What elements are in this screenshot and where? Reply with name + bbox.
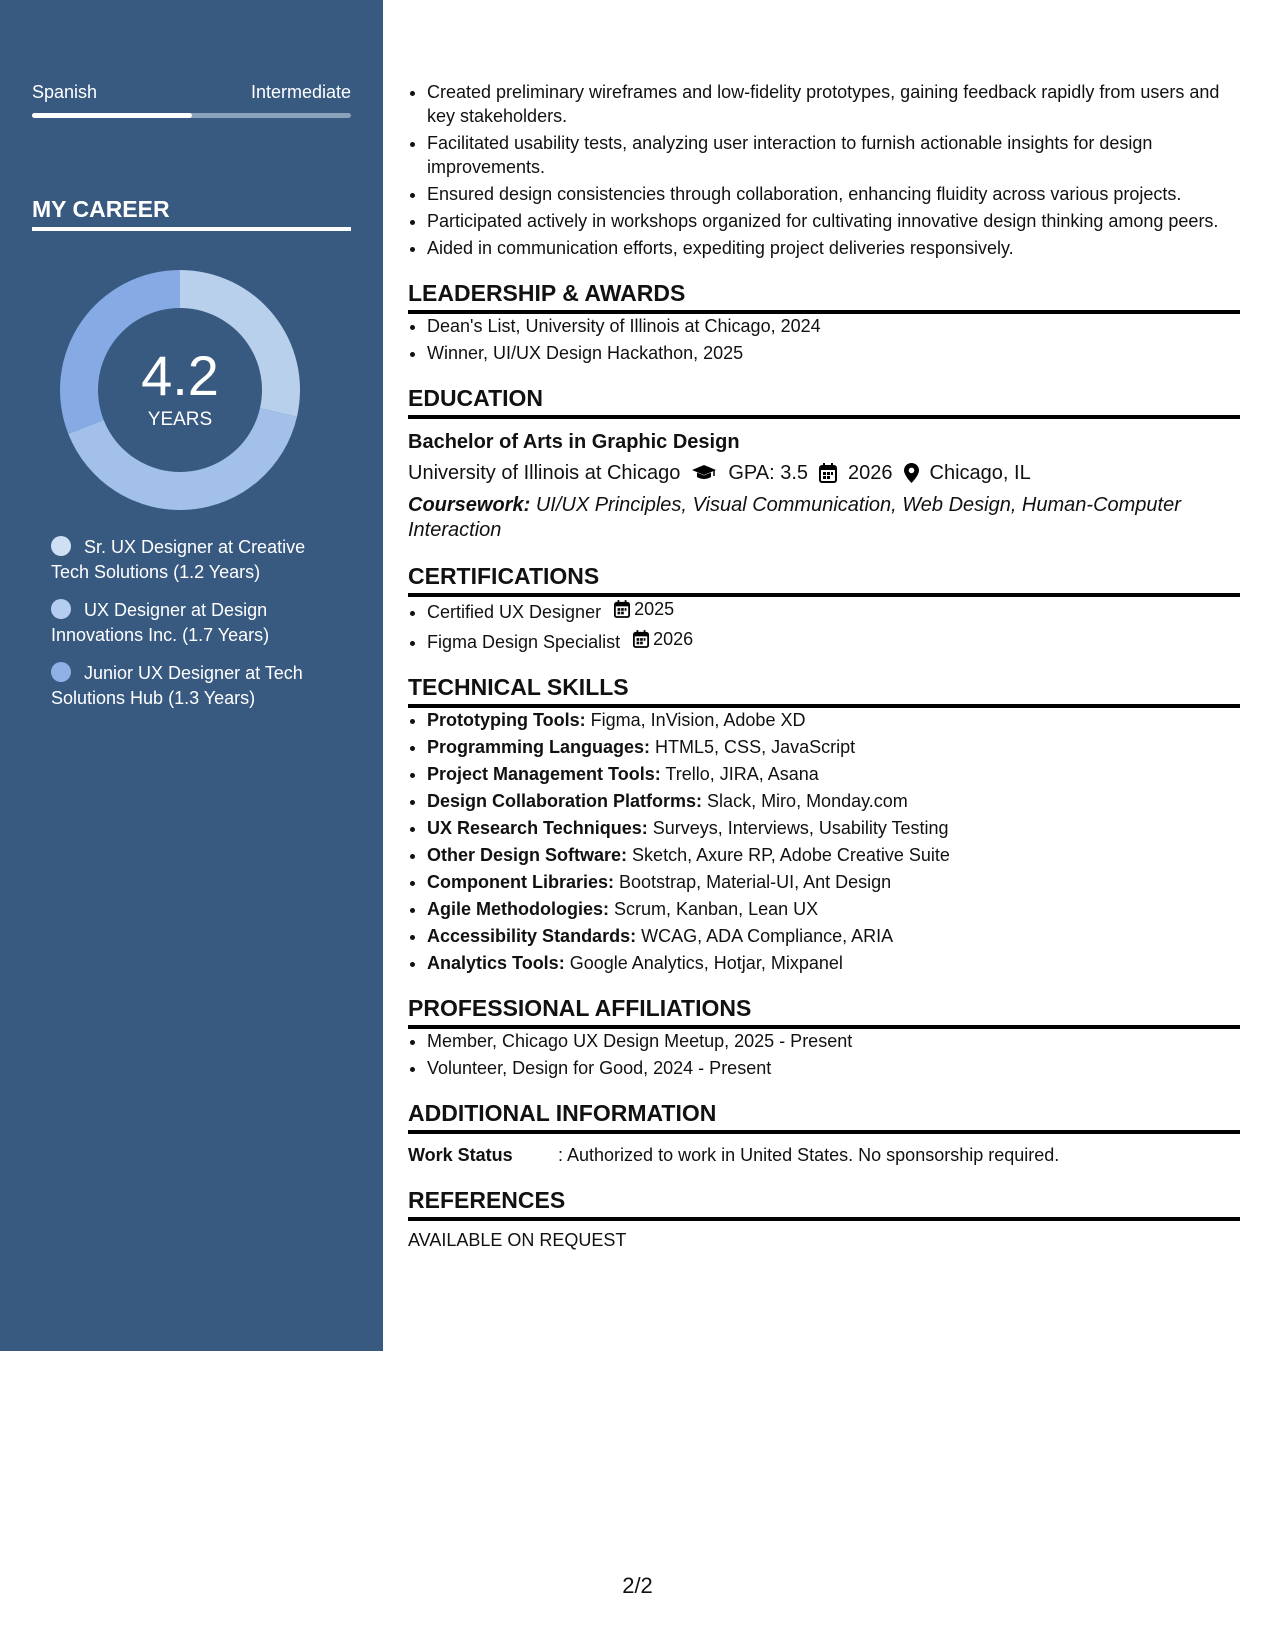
career-list bbox=[51, 535, 331, 724]
certification-item bbox=[427, 597, 1240, 624]
education-location: Chicago, IL bbox=[929, 462, 1031, 484]
leadership-list bbox=[408, 314, 1240, 365]
location-pin-icon bbox=[904, 463, 919, 483]
certifications-list bbox=[408, 597, 1240, 654]
coursework-label: Coursework: bbox=[408, 494, 531, 516]
coursework-text: UI/UX Principles, Visual Communication, Web Design, Human-Computer Interaction bbox=[408, 494, 1181, 541]
certification-item bbox=[427, 627, 1240, 654]
skill-label: UX Research Techniques: bbox=[427, 818, 648, 838]
certification-year-group bbox=[614, 597, 674, 621]
gpa: GPA: 3.5 bbox=[728, 462, 809, 484]
affiliation-item: • Volunteer, Design for Good, 2024 - Present bbox=[427, 1056, 1240, 1080]
skill-value: Google Analytics, Hotjar, Mixpanel bbox=[569, 953, 843, 973]
language-proficiency-bar bbox=[32, 113, 351, 118]
skill-item bbox=[427, 924, 1240, 948]
career-item-label: UX Designer at Design Innovations Inc. (1.7 Years) bbox=[51, 600, 270, 645]
page-number: 2/2 bbox=[622, 1573, 653, 1598]
language-row bbox=[32, 82, 351, 103]
sidebar bbox=[0, 0, 383, 1351]
skill-label: Agile Methodologies: bbox=[427, 899, 609, 919]
degree-name: Bachelor of Arts in Graphic Design bbox=[408, 431, 740, 453]
leadership-title: LEADERSHIP & AWARDS bbox=[408, 280, 1240, 314]
references-title: REFERENCES bbox=[408, 1187, 1240, 1221]
experience-bullet: • Facilitated usability tests, analyzing user interaction to furnish actionable insights for design improvements. bbox=[427, 131, 1240, 179]
experience-bullet: • Aided in communication efforts, expediting project deliveries responsively. bbox=[427, 236, 1240, 260]
career-total-unit: YEARS bbox=[147, 409, 213, 430]
calendar-icon bbox=[633, 630, 649, 648]
skill-label: Other Design Software: bbox=[427, 845, 628, 865]
school-name: University of Illinois at Chicago bbox=[408, 462, 681, 484]
language-level: Intermediate bbox=[250, 82, 351, 102]
career-item bbox=[51, 535, 331, 585]
skills-list bbox=[408, 708, 1240, 975]
skills-title: TECHNICAL SKILLS bbox=[408, 674, 1240, 708]
coursework bbox=[408, 493, 1240, 543]
career-item bbox=[51, 598, 331, 648]
skill-label: Accessibility Standards: bbox=[427, 926, 637, 946]
experience-bullet: • Ensured design consistencies through collaboration, enhancing fluidity across various projects. bbox=[427, 182, 1240, 206]
skill-label: Project Management Tools: bbox=[427, 764, 661, 784]
certification-year-group bbox=[633, 627, 693, 651]
graduation-year: 2026 bbox=[848, 462, 893, 484]
skill-item bbox=[427, 870, 1240, 894]
certification-name: Figma Design Specialist bbox=[427, 632, 621, 652]
work-status-row bbox=[408, 1143, 1240, 1167]
skill-value: HTML5, CSS, JavaScript bbox=[655, 737, 856, 757]
career-total-value: 4.2 bbox=[141, 344, 219, 407]
skill-value: WCAG, ADA Compliance, ARIA bbox=[641, 926, 894, 946]
career-item bbox=[51, 661, 331, 711]
skill-value: Slack, Miro, Monday.com bbox=[707, 791, 908, 811]
education-details bbox=[408, 459, 1240, 487]
certification-name: Certified UX Designer bbox=[427, 602, 602, 622]
skill-item bbox=[427, 762, 1240, 786]
skill-value: Trello, JIRA, Asana bbox=[665, 764, 819, 784]
skill-value: Sketch, Axure RP, Adobe Creative Suite bbox=[632, 845, 950, 865]
career-section-title: MY CAREER bbox=[32, 196, 170, 222]
affiliation-item: • Member, Chicago UX Design Meetup, 2025 - Present bbox=[427, 1029, 1240, 1053]
skill-value: Bootstrap, Material-UI, Ant Design bbox=[619, 872, 892, 892]
work-status-value: : Authorized to work in United States. No sponsorship required. bbox=[558, 1145, 1060, 1165]
career-item-label: Sr. UX Designer at Creative Tech Solutions (1.2 Years) bbox=[51, 537, 306, 582]
career-item-label: Junior UX Designer at Tech Solutions Hub (1.3 Years) bbox=[51, 663, 303, 708]
skill-item bbox=[427, 789, 1240, 813]
leadership-item: • Dean's List, University of Illinois at Chicago, 2024 bbox=[427, 314, 1240, 338]
skill-label: Design Collaboration Platforms: bbox=[427, 791, 703, 811]
education-title: EDUCATION bbox=[408, 385, 1240, 419]
skill-item bbox=[427, 897, 1240, 921]
skill-label: Analytics Tools: bbox=[427, 953, 565, 973]
skill-label: Component Libraries: bbox=[427, 872, 615, 892]
experience-bullet: • Participated actively in workshops organized for cultivating innovative design thinking among peers. bbox=[427, 209, 1240, 233]
career-title-rule bbox=[32, 227, 351, 231]
leadership-item: • Winner, UI/UX Design Hackathon, 2025 bbox=[427, 341, 1240, 365]
experience-bullet: • Created preliminary wireframes and low-fidelity prototypes, gaining feedback rapidly from users and key stakeholders. bbox=[427, 80, 1240, 128]
certification-year: 2025 bbox=[634, 599, 675, 619]
experience-bullets bbox=[408, 80, 1240, 260]
certification-year: 2026 bbox=[653, 629, 694, 649]
calendar-icon bbox=[819, 463, 837, 483]
skill-value: Surveys, Interviews, Usability Testing bbox=[652, 818, 949, 838]
calendar-icon bbox=[614, 600, 630, 618]
references-text: AVAILABLE ON REQUEST bbox=[408, 1230, 627, 1250]
additional-info-title: ADDITIONAL INFORMATION bbox=[408, 1100, 1240, 1134]
skill-item bbox=[427, 843, 1240, 867]
skill-item bbox=[427, 708, 1240, 732]
work-status-label: Work Status bbox=[408, 1145, 513, 1165]
language-proficiency-fill bbox=[32, 113, 192, 118]
graduation-cap-icon bbox=[691, 464, 717, 482]
skill-label: Prototyping Tools: bbox=[427, 710, 586, 730]
skill-value: Figma, InVision, Adobe XD bbox=[590, 710, 806, 730]
affiliations-title: PROFESSIONAL AFFILIATIONS bbox=[408, 995, 1240, 1029]
skill-label: Programming Languages: bbox=[427, 737, 651, 757]
language-name: Spanish bbox=[32, 82, 98, 102]
legend-dot-icon bbox=[51, 662, 71, 682]
skill-item bbox=[427, 735, 1240, 759]
affiliations-list bbox=[408, 1029, 1240, 1080]
skill-item bbox=[427, 951, 1240, 975]
legend-dot-icon bbox=[51, 536, 71, 556]
legend-dot-icon bbox=[51, 599, 71, 619]
main-content bbox=[408, 80, 1240, 1251]
skill-item bbox=[427, 816, 1240, 840]
certifications-title: CERTIFICATIONS bbox=[408, 563, 1240, 597]
skill-value: Scrum, Kanban, Lean UX bbox=[614, 899, 819, 919]
